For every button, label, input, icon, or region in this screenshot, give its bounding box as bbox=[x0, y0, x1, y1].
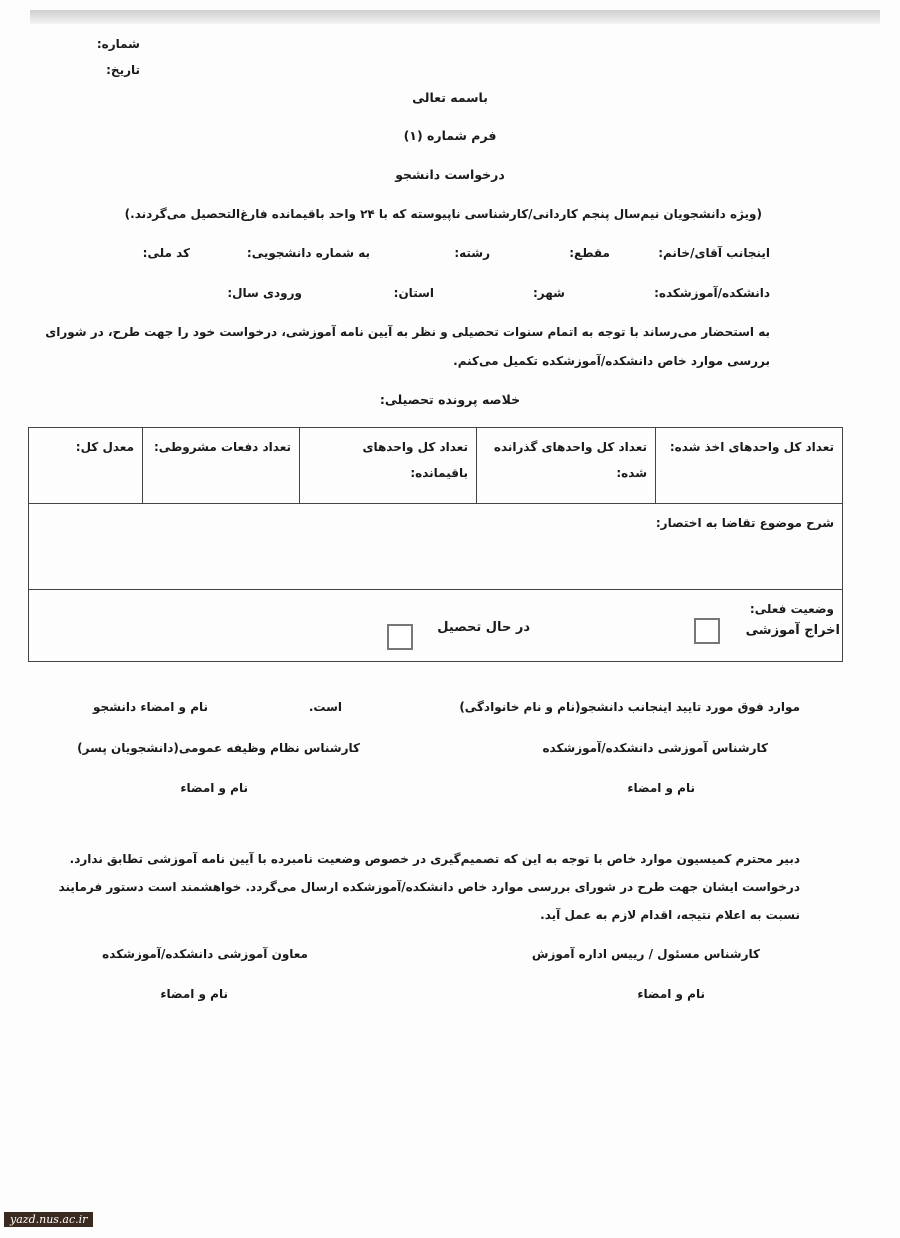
deputy-title: معاون آموزشی دانشکده/آموزشکده bbox=[102, 947, 308, 961]
basmala: باسمه تعالی bbox=[412, 90, 488, 105]
field-of-study-label: رشته: bbox=[454, 246, 490, 260]
military-expert-signature: نام و امضاء bbox=[180, 781, 248, 795]
military-expert-title: کارشناس نظام وظیفه عمومی(دانشجویان پسر) bbox=[77, 741, 360, 755]
units-remaining-cell bbox=[300, 428, 477, 504]
probation-count-cell bbox=[143, 428, 300, 504]
units-passed-cell bbox=[477, 428, 656, 504]
gpa-cell bbox=[29, 428, 143, 504]
faculty-expert-signature: نام و امضاء bbox=[627, 781, 695, 795]
status-expelled-checkbox[interactable] bbox=[694, 618, 720, 644]
education-officer-title: کارشناس مسئول / رییس اداره آموزش bbox=[531, 947, 760, 961]
status-studying-label: در حال تحصیل bbox=[437, 620, 530, 635]
form-title: درخواست دانشجو bbox=[395, 167, 505, 182]
name-field-label: اینجانب آقای/خانم: bbox=[658, 246, 770, 260]
commission-line-3: نسبت به اعلام نتیجه، اقدام لازم به عمل آید. bbox=[540, 908, 800, 922]
commission-line-1: دبیر محترم کمیسیون موارد خاص با توجه به این که تصمیم‌گیری در خصوص وضعیت نامبرده با آیین نامه آموزشی تطابق ندارد. bbox=[69, 852, 800, 866]
faculty-expert-title: کارشناس آموزشی دانشکده/آموزشکده bbox=[542, 741, 768, 755]
request-line-1: به استحضار می‌رساند با توجه به اتمام سنوات تحصیلی و نظر به آیین نامه آموزشی، درخواست خود را جهت طرح، در شورای bbox=[45, 325, 770, 339]
commission-line-2: درخواست ایشان جهت طرح در شورای بررسی موارد خاص دانشکده/آموزشکده ارسال می‌گردد. خواهشمند است دستور فرمایند bbox=[58, 880, 800, 894]
confirmation-statement-end: است. bbox=[308, 700, 342, 714]
number-label: شماره: bbox=[96, 37, 140, 51]
entry-year-label: ورودی سال: bbox=[227, 286, 302, 300]
form-number: فرم شماره (۱) bbox=[403, 128, 497, 143]
request-description-label: شرح موضوع تقاضا به اختصار: bbox=[655, 516, 834, 530]
city-label: شهر: bbox=[533, 286, 565, 300]
gpa-label: معدل کل: bbox=[75, 440, 134, 454]
national-code-label: کد ملی: bbox=[142, 246, 190, 260]
province-label: استان: bbox=[393, 286, 434, 300]
form-subtitle: (ویژه دانشجویان نیم‌سال پنجم کاردانی/کارشناسی ناپیوسته که با ۲۴ واحد باقیمانده فارغ‌التحصیل می‌گردند.) bbox=[124, 207, 762, 221]
units-passed-label: تعداد کل واحدهای گذرانده شده: bbox=[493, 440, 647, 480]
academic-summary-table bbox=[28, 427, 843, 662]
faculty-label: دانشکده/آموزشکده: bbox=[654, 286, 770, 300]
scan-top-edge bbox=[30, 10, 880, 24]
student-number-label: به شماره دانشجویی: bbox=[246, 246, 370, 260]
request-line-2: بررسی موارد خاص دانشکده/آموزشکده تکمیل می‌کنم. bbox=[453, 354, 770, 368]
degree-field-label: مقطع: bbox=[569, 246, 610, 260]
request-description-cell bbox=[29, 504, 843, 590]
site-watermark: yazd.nus.ac.ir bbox=[4, 1212, 93, 1227]
units-remaining-label: تعداد کل واحدهای باقیمانده: bbox=[362, 440, 468, 480]
date-label: تاریخ: bbox=[106, 63, 140, 77]
current-status-cell bbox=[29, 590, 843, 662]
deputy-signature: نام و امضاء bbox=[160, 987, 228, 1001]
summary-title: خلاصه پرونده تحصیلی: bbox=[379, 392, 521, 407]
current-status-label: وضعیت فعلی: bbox=[749, 602, 834, 616]
student-signature-label: نام و امضاء دانشجو bbox=[93, 700, 208, 714]
units-taken-label: تعداد کل واحدهای اخذ شده: bbox=[669, 440, 834, 454]
education-officer-signature: نام و امضاء bbox=[637, 987, 705, 1001]
confirmation-statement: موارد فوق مورد تایید اینجانب دانشجو(نام و نام خانوادگی) bbox=[459, 700, 800, 714]
probation-count-label: تعداد دفعات مشروطی: bbox=[154, 440, 291, 454]
units-taken-cell bbox=[656, 428, 843, 504]
status-studying-checkbox[interactable] bbox=[387, 624, 413, 650]
status-expelled-label: اخراج آموزشی bbox=[745, 623, 840, 638]
